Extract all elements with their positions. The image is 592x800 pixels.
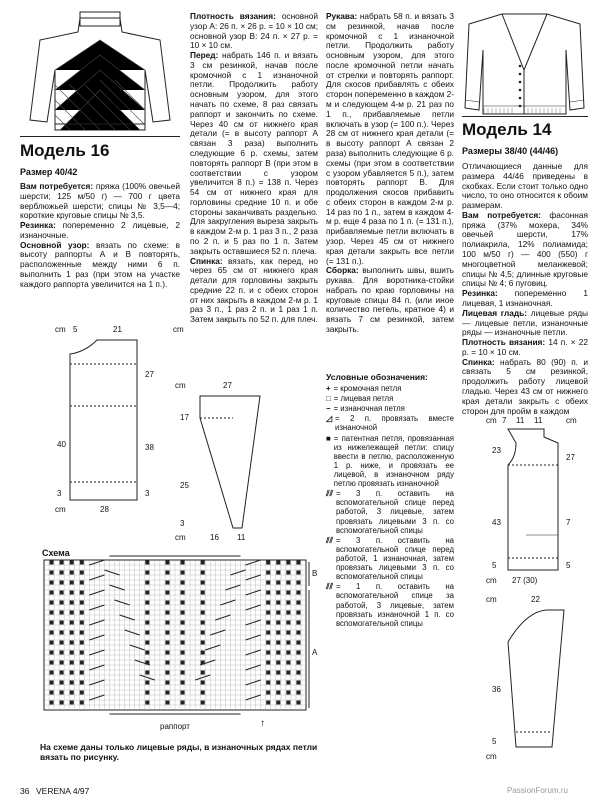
legend-item <box>326 489 454 535</box>
legend-item <box>326 384 454 393</box>
legend <box>326 372 454 629</box>
schema-note: На схеме даны только лицевые ряды, в изнаночных рядах петли вязать по рисунку. <box>40 742 318 763</box>
model16-title: Модель 16 <box>20 141 110 160</box>
model16-materials: Вам потребуется: пряжа (100% овечьей шерсти; 125 м/50 г) — 700 г цвета верблюжьей шерсти; спицы № 3,5—4; короткие круговые спицы № 3,5. Резинка: попеременно 2 лицевые, 2 изнаночные. Основной узор: вязать по схеме: в высоту раппорты А и В повторять, расположенные между ними 6 п. выполнить 1 раз (при этом на участке каждого раппорта увеличится на 1 п.). <box>20 181 180 289</box>
svg-text:7: 7 <box>502 416 507 425</box>
legend-item <box>326 404 454 413</box>
svg-text:27: 27 <box>223 381 232 390</box>
svg-text:11: 11 <box>237 533 246 542</box>
svg-text:cm: cm <box>55 505 66 514</box>
legend-item <box>326 582 454 628</box>
svg-text:27: 27 <box>566 453 575 462</box>
legend-text: = патентная петля, провязанная из нижележащей петли: спицу ввести в петлю, расположенную 1 р. ниже, и провязать ее лицевой, в изнаночном ряду петлю провязать изнаночной <box>333 433 454 489</box>
svg-text:5: 5 <box>492 737 497 746</box>
model16-front-pattern <box>55 322 185 512</box>
legend-symbol-icon: ⫽⫽ <box>326 582 333 592</box>
page-number: 36 <box>20 786 30 796</box>
model14-sleeve-pattern <box>486 592 586 762</box>
model14-size: Размеры 38/40 (44/46) <box>462 146 559 156</box>
model14-back-pattern <box>486 415 586 590</box>
svg-text:5: 5 <box>492 561 497 570</box>
legend-symbol-icon: ⫽⫽ <box>326 535 333 545</box>
svg-text:22: 22 <box>531 595 540 604</box>
legend-item <box>326 536 454 582</box>
legend-text: = изнаночная петля <box>333 404 405 414</box>
svg-text:36: 36 <box>492 685 501 694</box>
legend-text: = 1 п. оставить на вспомогательной спице за работой, 3 лицевые, затем провязать изнаночной 1 п. со вспомогательной спицы <box>335 582 454 628</box>
svg-text:cm: cm <box>486 576 497 585</box>
svg-text:cm: cm <box>486 416 497 425</box>
legend-symbol-icon: + <box>326 384 331 393</box>
legend-symbol-icon: − <box>326 404 331 414</box>
svg-text:3: 3 <box>180 519 185 528</box>
svg-text:5: 5 <box>73 325 78 334</box>
svg-text:27 (30): 27 (30) <box>512 576 538 585</box>
legend-text: = 3 п. оставить на вспомогательной спице перед работой, 1 изнаночная, затем провязать лицевыми 3 п. со вспомогательной спицы <box>335 535 454 582</box>
svg-text:cm: cm <box>486 752 497 761</box>
svg-text:3: 3 <box>57 489 62 498</box>
schema-rapport-label: раппорт <box>160 722 190 731</box>
model16-size: Размер 40/42 <box>20 167 78 177</box>
svg-text:16: 16 <box>210 533 219 542</box>
svg-text:5: 5 <box>566 561 571 570</box>
model16-sweater-sketch <box>25 10 175 135</box>
schema-title: Схема <box>42 548 70 558</box>
svg-text:cm: cm <box>175 381 186 390</box>
svg-text:28: 28 <box>100 505 109 514</box>
svg-text:17: 17 <box>180 413 189 422</box>
legend-title: Условные обозначения: <box>326 372 428 382</box>
svg-text:23: 23 <box>492 446 501 455</box>
legend-text: = 3 п. оставить на вспомогательной спице перед работой, 3 лицевые, затем провязать лицевыми 3 п. со вспомогательной спицы <box>335 489 454 535</box>
start-arrow-icon: ↑ <box>260 718 265 729</box>
svg-text:21: 21 <box>113 325 122 334</box>
legend-item <box>326 414 454 432</box>
model14-cardigan-sketch <box>462 10 587 120</box>
legend-item <box>326 434 454 489</box>
model16-instructions: Плотность вязания: основной узор А: 26 п. × 26 р. = 10 × 10 см; основной узор В: 24 п. × 27 р. = 10 × 10 см. Перед: набрать 146 п. и вязать 3 см резинкой, начав после кромочной с 1 изнаночной петли. Продолжить работу основным узором, для этого начать по схеме, 8 раз связать раппорт и закончить по схеме. Через 40 см от нижнего края детали (= в высоту раппорт А связан 3 раза) выполнить следующие 6 р. схемы, затем повторять раппорт В (при этом в соответствии с узором увеличится 8 п.) = 138 п. Через 54 см от нижнего края для горловины средние 10 п. и обе стороны заканчивать раздельно. Для закругления выреза закрыть в каждом 2-м р. 1 раз 3 п., 2 раза по 2 п. и 5 раз по 1 п. Затем закрыть оставшиеся 52 п. плеча. Спинка: вязать, как перед, но через 65 см от нижнего края детали для горловины закрыть средние 22 п. и с обеих сторон от них закрыть в каждом 2-м р. 1 раз 3 п., 1 раз 2 п. и 1 раз 1 п. Затем закрыть по 52 п. для плеч. <box>190 11 319 325</box>
legend-symbol-icon: ⫽⫽ <box>326 489 333 499</box>
svg-text:11: 11 <box>534 416 543 425</box>
legend-symbol-icon: ◿ <box>326 414 332 424</box>
model14-instructions: Отличающиеся данные для размера 44/46 приведены в скобках. Если стоит только одно число, то оно относится к обоим размерам. Вам потребуется: фасонная пряжа (37% мохера, 34% овечьей шерсти, 17% полиакрила, 12% полиамида; 100 м/50 г) — 400 (550) г многоцветной меланжевой; спицы № 4,5; длинные круговые спицы № 4; 6 пуговиц. Резинка: попеременно 1 лицевая, 1 изнаночная. Лицевая гладь: лицевые ряды — лицевые петли, изнаночные ряды — изнаночные петли. Плотность вязания: 14 п. × 22 р. = 10 × 10 см. Спинка: набрать 80 (90) п. и связать 5 см резинкой, продолжить работу лицевой гладью. Через 43 см от нижнего края детали закрыть с обеих сторон для пройм в каждом <box>462 161 588 416</box>
svg-text:43: 43 <box>492 518 501 527</box>
model16-sleeve-pattern <box>175 378 270 543</box>
legend-text: = 2 п. провязать вместе изнаночной <box>335 414 454 433</box>
legend-item <box>326 394 454 403</box>
svg-text:7: 7 <box>566 518 571 527</box>
rapport-b-label: B <box>312 569 318 578</box>
legend-text: = лицевая петля <box>333 394 394 404</box>
svg-text:11: 11 <box>516 416 525 425</box>
svg-text:cm: cm <box>566 416 577 425</box>
model16-sleeve-instructions: Рукава: набрать 58 п. и вязать 3 см резинкой, начав после кромочной с 1 изнаночной петли. Продолжить работу основным узором, для этого после кромочной петли начать от стрелки и повторять раппорт. Для скосов прибавлять с обеих сторон попеременно в каждом 2-м и следующем 4-м р. 21 раз по 1 п., прибавляемые петли включать в узор (= 100 п.). Через 28 см от нижнего края детали (= в высоту раппорт А связан 2 раза) выполнить следующие 6 р. схемы (при этом в соответствии с узором убавляется 5 п.), затем повторять раппорт В. Для продолжения скосов прибавить с обеих сторон в каждом 2-м р. 14 раз по 1 п., затем в каждом 4-м р. еще 4 раза по 1 п. (= 131 п.), прибавляемые петли включать в узор. Через 45 см от нижнего края детали закрыть все петли (= 131 п.). Сборка: выполнить швы, вшить рукава. Для воротника-стойки набрать по краю горловины на круговые спицы 84 п. (или иное количество петель, кратное 4) и вязать 7 см резинкой, затем закрыть. <box>326 11 454 334</box>
magazine-issue: VERENA 4/97 <box>36 786 90 796</box>
rapport-a-label: A <box>312 648 318 657</box>
legend-list <box>326 384 454 628</box>
schema-chart <box>44 560 320 720</box>
legend-symbol-icon: □ <box>326 394 331 404</box>
site-watermark: PassionForum.ru <box>507 786 568 795</box>
model14-title: Модель 14 <box>462 120 552 139</box>
svg-text:cm: cm <box>55 325 66 334</box>
legend-symbol-icon: ■ <box>326 433 331 443</box>
legend-text: = кромочная петля <box>333 384 402 393</box>
svg-text:3: 3 <box>145 489 150 498</box>
svg-text:27: 27 <box>145 370 154 379</box>
svg-text:40: 40 <box>57 440 66 449</box>
svg-text:cm: cm <box>175 533 186 542</box>
svg-text:cm: cm <box>173 325 184 334</box>
svg-text:25: 25 <box>180 481 189 490</box>
svg-text:cm: cm <box>486 595 497 604</box>
svg-text:38: 38 <box>145 443 154 452</box>
